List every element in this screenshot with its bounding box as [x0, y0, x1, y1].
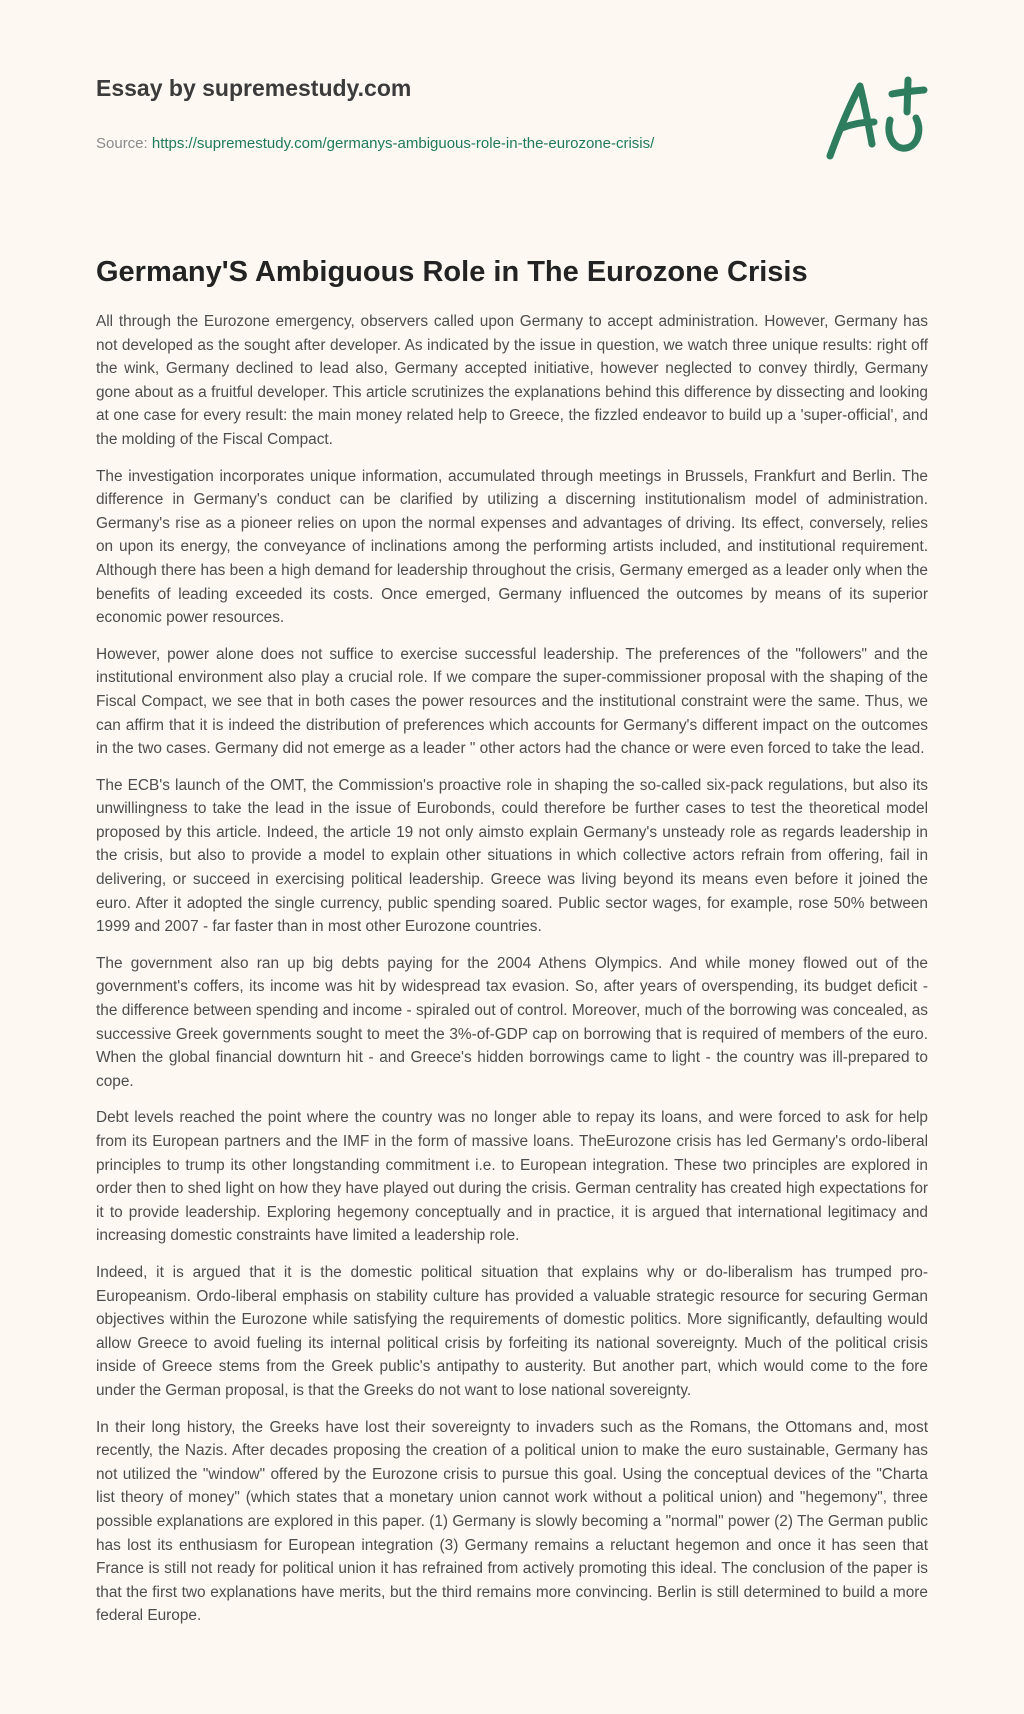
essay-paragraph: The ECB's launch of the OMT, the Commission's proactive role in shaping the so-called six-pack regulations, but also its unwillingness to take the lead in the issue of Eurobonds, could therefore be further cases to test the theoretical model proposed by this article. Indeed, the article 19 not only aimsto explain Germany's unsteady role as regards leadership in the crisis, but also to provide a model to explain other situations in which collective actors refrain from offering, fail in delivering, or succeed in exercising political leadership. Greece was living beyond its means even before it joined the euro. After it adopted the single currency, public spending soared. Public sector wages, for example, rose 50% between 1999 and 2007 - far faster than in most other Eurozone countries.	[96, 776, 928, 936]
source-label: Source:	[96, 135, 148, 152]
essay	[96, 252, 928, 1641]
essay-paragraph: The government also ran up big debts paying for the 2004 Athens Olympics. And while money flowed out of the government's coffers, its income was hit by widespread tax evasion. So, after years of overspending, its budget deficit - the difference between spending and income - spiraled out of control. Moreover, much of the borrowing was concealed, as successive Greek governments sought to meet the 3%-of-GDP cap on borrowing that is required of members of the euro. When the global financial downturn hit - and Greece's hidden borrowings came to light - the country was ill-prepared to cope.	[96, 954, 928, 1090]
essay-paragraph: Debt levels reached the point where the country was no longer able to repay its loans, and were forced to ask for help from its European partners and the IMF in the form of massive loans. TheEurozone crisis has led Germany's ordo-liberal principles to trump its other longstanding commitment i.e. to European integration. These two principles are explored in order then to shed light on how they have played out during the crisis. German centrality has created high expectations for it to provide leadership. Exploring hegemony conceptually and in practice, it is argued that international legitimacy and increasing domestic constraints have limited a leadership role.	[96, 1109, 928, 1245]
essay-title: Germany'S Ambiguous Role in The Eurozone Crisis	[96, 256, 808, 288]
essay-paragraph: All through the Eurozone emergency, observers called upon Germany to accept administration. However, Germany has not developed as the sought after developer. As indicated by the issue in question, we watch three unique results: right off the wink, Germany declined to lead also, Germany accepted initiative, however neglected to convey thirdly, Germany gone about as a fruitful developer. This article scrutinizes the explanations behind this difference by dissecting and looking at one case for every result: the main money related help to Greece, the fizzled endeavor to build up a 'super-official', and the molding of the Fiscal Compact.	[96, 313, 928, 448]
essay-paragraph: In their long history, the Greeks have lost their sovereignty to invaders such as the Romans, the Ottomans and, most recently, the Nazis. After decades proposing the creation of a political union to make the euro sustainable, Germany has not utilized the "window" offered by the Eurozone crisis to pursue this goal. Using the conceptual devices of the "Charta list theory of money" (which states that a monetary union cannot work without a political union) and "hegemony", three possible explanations are explored in this paper. (1) Germany is slowly becoming a "normal" power (2) The German public has lost its enthusiasm for European integration (3) Germany remains a reluctant hegemon and once it has seen that France is still not ready for political union it has refrained from actively promoting this ideal. The conclusion of the paper is that the first two explanations have merits, but the third remains more convincing. Berlin is still determined to build a more federal Europe.	[96, 1418, 928, 1625]
header	[96, 72, 928, 154]
site-title: Essay by supremestudy.com	[96, 75, 412, 101]
source-link[interactable]: https://supremestudy.com/germanys-ambiguous-role-in-the-eurozone-crisis/	[151, 135, 655, 152]
essay-paragraph: Indeed, it is argued that it is the domestic political situation that explains why or do-liberalism has trumped pro-Europeanism. Ordo-liberal emphasis on stability culture has provided a valuable strategic resource for securing German objectives within the Eurozone while satisfying the requirements of domestic politics. More significantly, defaulting would allow Greece to avoid fueling its internal political crisis by forfeiting its national sovereignty. Much of the political crisis inside of Greece stems from the Greek public's antipathy to austerity. But another part, which would come to the fore under the German proposal, is that the Greeks do not want to lose national sovereignty.	[96, 1263, 928, 1399]
source-line	[96, 134, 928, 154]
essay-paragraph: However, power alone does not suffice to exercise successful leadership. The preferences of the "followers" and the institutional environment also play a crucial role. If we compare the super-commissioner proposal with the shaping of the Fiscal Compact, we see that in both cases the power resources and the institutional constraint were the same. Thus, we can affirm that it is indeed the distribution of preferences which accounts for Germany's different impact on the outcomes in the two cases. Germany did not emerge as a leader " other actors had the chance or were even forced to take the lead.	[96, 645, 928, 758]
essay-paragraph: The investigation incorporates unique information, accumulated through meetings in Brussels, Frankfurt and Berlin. The difference in Germany's conduct can be clarified by utilizing a discerning institutionalism model of administration. Germany's rise as a pioneer relies on upon the normal expenses and advantages of driving. Its effect, conversely, relies on upon its energy, the conveyance of inclinations among the performing artists included, and institutional requirement. Although there has been a high demand for leadership throughout the crisis, Germany emerged as a leader only when the benefits of leading exceeded its costs. Once emerged, Germany influenced the outcomes by means of its superior economic power resources.	[96, 467, 928, 627]
a-plus-logo-icon	[822, 72, 932, 172]
